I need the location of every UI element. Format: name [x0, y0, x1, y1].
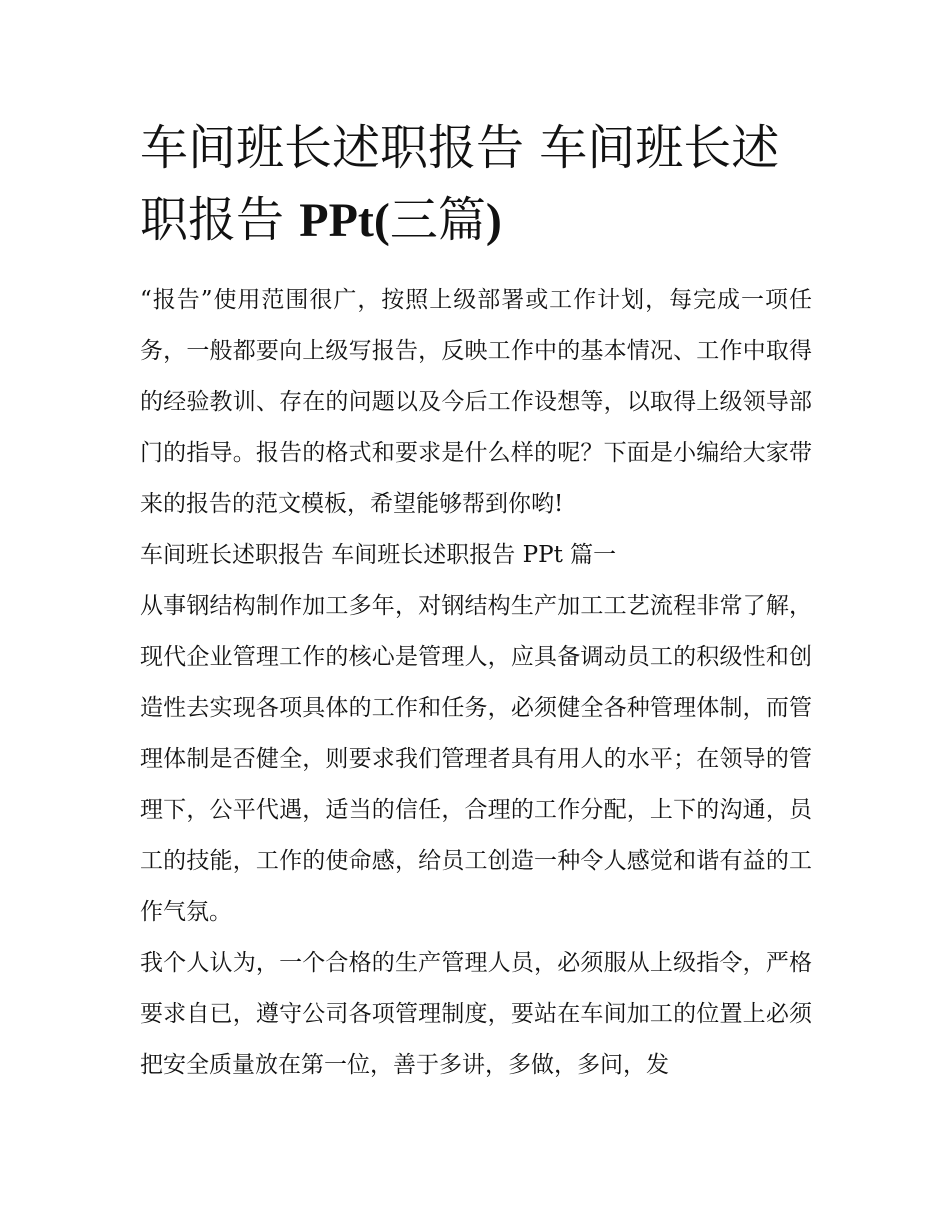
title-latin: PPt(	[299, 194, 390, 247]
body-paragraph-2: 我个人认为，一个合格的生产管理人员，必须服从上级指令，严格要求自已，遵守公司各项管理制度，要站在车间加工的位置上必须把安全质量放在第一位，善于多讲，多做，多问，发	[140, 950, 812, 1078]
section-heading: 车间班长述职报告 车间班长述职报告 PPt 篇一	[140, 542, 617, 568]
document-body	[140, 275, 812, 1091]
title-text-2: 三篇	[389, 192, 486, 248]
document-page	[140, 112, 812, 1091]
body-paragraph-1: 从事钢结构制作加工多年，对钢结构生产加工工艺流程非常了解，现代企业管理工作的核心是管理人，应具备调动员工的积级性和创造性去实现各项具体的工作和任务，必须健全各种管理体制，而管理体制是否健全，则要求我们管理者具有用人的水平；在领导的管理下，公平代遇，适当的信任，合理的工作分配，上下的沟通，员工的技能，工作的使命感，给员工创造一种令人感觉和谐有益的工作气氛。	[140, 593, 812, 925]
title-latin-close: )	[485, 194, 502, 247]
document-title	[140, 112, 812, 257]
title-text-1: 车间班长述职报告 车间班长述职报告	[140, 120, 780, 248]
intro-paragraph: “报告”使用范围很广，按照上级部署或工作计划，每完成一项任务，一般都要向上级写报告，反映工作中的基本情况、工作中取得的经验教训、存在的问题以及今后工作设想等，以取得上级领导部门的指导。报告的格式和要求是什么样的呢？下面是小编给大家带来的报告的范文模板，希望能够帮到你哟!	[140, 287, 812, 517]
